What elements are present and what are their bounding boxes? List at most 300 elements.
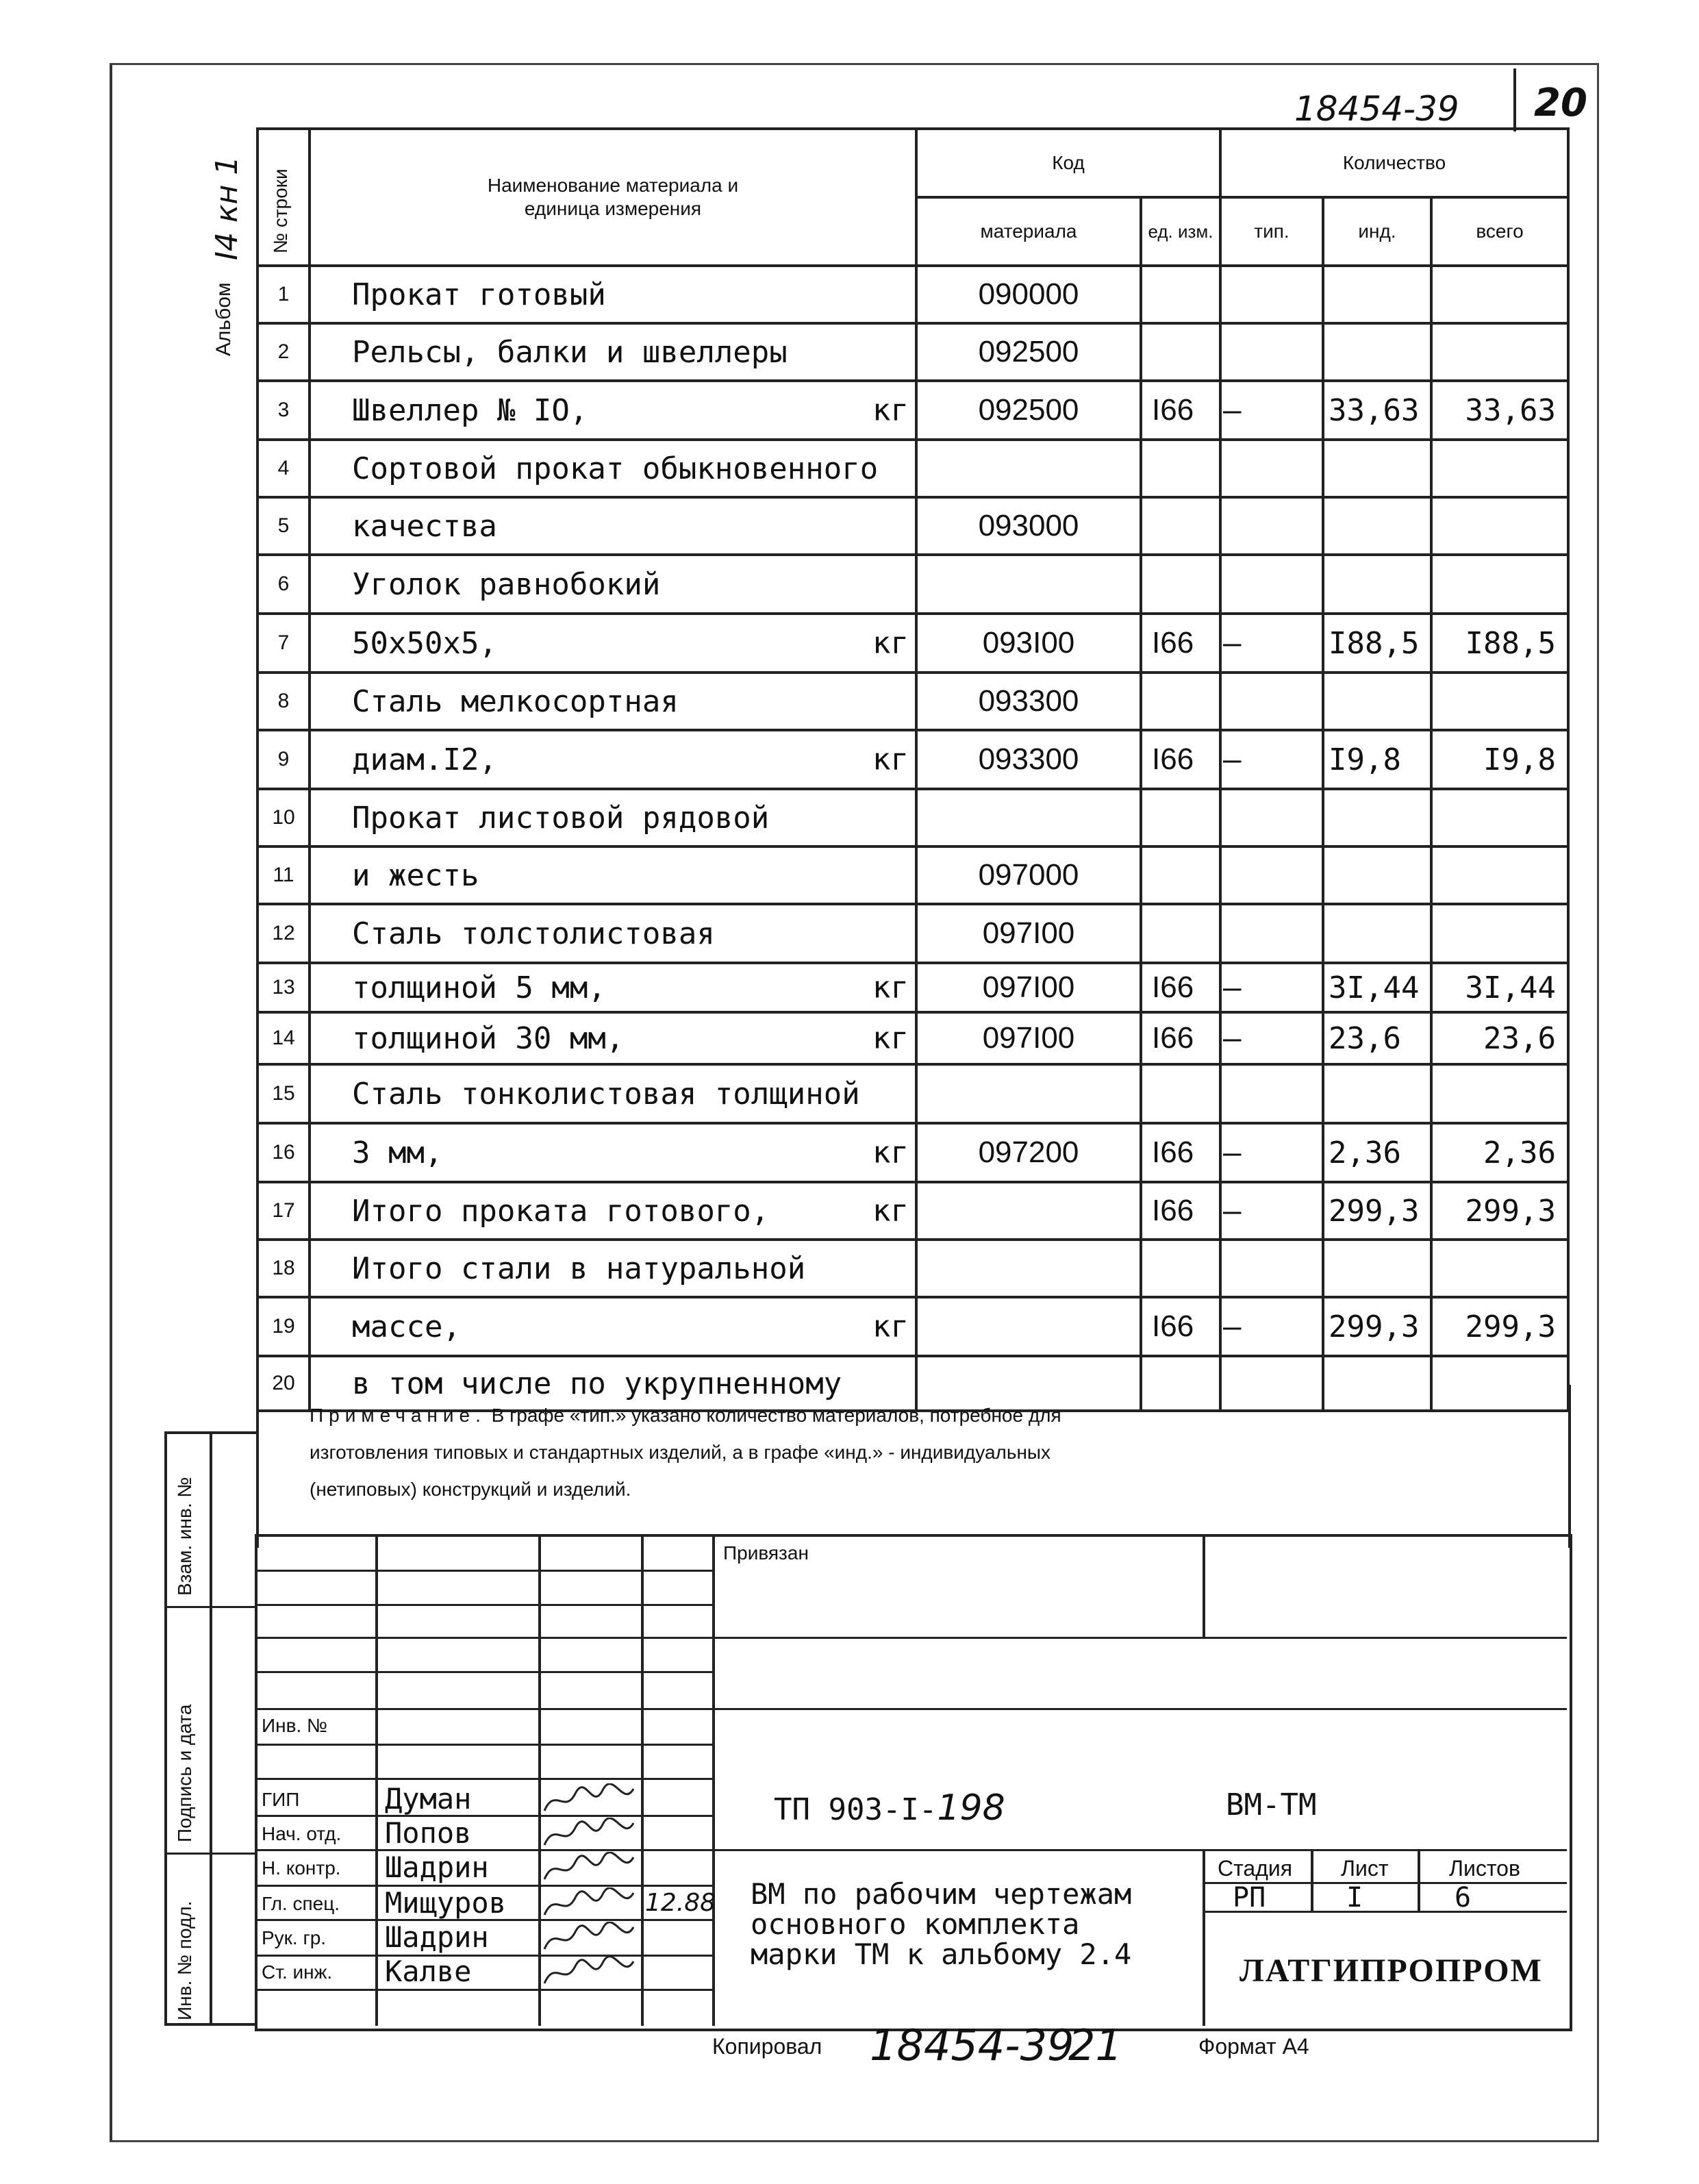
unit-label: кг [872,1193,909,1229]
row-number-text: 3 [277,399,290,421]
unit-code [1141,555,1220,614]
stage-label: Стадия [1218,1856,1293,1881]
qty-ind [1323,440,1431,497]
copied-label: Копировал [712,2034,822,2059]
tb-hline-f [255,1744,712,1746]
signature-scribble [541,1922,637,1955]
qty-ind [1323,789,1431,846]
qty-typ [1220,730,1323,789]
sheets-label: Листов [1449,1856,1520,1881]
tb-hline-e [255,1708,1567,1710]
qty-ind-text: 23,6 [1329,1020,1401,1056]
description-line-2: основного комплекта [751,1907,1080,1941]
header-qty-typ: тип. [1220,197,1323,266]
table-row [257,904,1568,963]
material-name [310,730,916,789]
table-row [257,440,1568,497]
row-number [257,555,310,614]
material-name [310,846,916,904]
material-code-text: 093I00 [982,626,1075,660]
qty-ind [1323,1240,1431,1297]
doc-number-handwritten: 18454-39 [1294,89,1459,129]
tb-hline-h [255,1815,712,1817]
unit-code-text: I66 [1152,1135,1194,1169]
material-code [916,789,1141,846]
material-name-text: Уголок равнобокий [352,566,661,602]
material-code [916,323,1141,381]
row-number [257,381,310,440]
table-row [257,963,1568,1012]
document-description [751,1879,1131,1970]
qty-typ [1220,673,1323,730]
note-title: Примечание. [310,1405,486,1426]
material-name-text: и жесть [352,857,479,893]
qty-typ [1220,846,1323,904]
unit-code-text: I66 [1152,626,1194,660]
row-number [257,963,310,1012]
signer-role: Нач. отд. [262,1823,342,1844]
qty-total-text: 299,3 [1465,1309,1556,1344]
stage-vline-1 [1311,1850,1313,1912]
signer-role: Ст. инж. [262,1961,333,1983]
description-line-1: ВМ по рабочим чертежам [751,1877,1132,1911]
row-number [257,846,310,904]
tb-hline-l [255,1955,712,1957]
material-name-text: Итого стали в натуральной [352,1251,806,1286]
unit-code [1141,323,1220,381]
table-row [257,497,1568,555]
row-number [257,1123,310,1182]
material-name-text: Итого проката готового, [352,1193,770,1229]
table-row [257,1064,1568,1123]
qty-total [1431,440,1568,497]
qty-ind [1323,673,1431,730]
qty-typ-text: – [1223,392,1242,428]
qty-typ-text: – [1223,1020,1242,1056]
unit-label: кг [872,392,909,428]
table-row [257,1123,1568,1182]
row-number-text: 5 [277,514,290,537]
table-row [257,730,1568,789]
qty-total [1431,904,1568,963]
signature-scribble [541,1887,637,1920]
doc-code: ТП 903-I-198 [774,1787,1005,1829]
material-name [310,497,916,555]
row-number-text: 14 [272,1027,295,1049]
qty-typ [1220,963,1323,1012]
qty-typ [1220,1240,1323,1297]
material-name-text: качества [352,508,497,544]
qty-typ-text: – [1223,742,1242,777]
signer-name: Шадрин [385,1850,489,1884]
qty-total [1431,730,1568,789]
note-text [310,1397,1337,1508]
row-number [257,1182,310,1240]
material-name-text: Сталь мелкосортная [352,683,679,719]
album-label: Альбом [212,282,235,356]
qty-typ [1220,1064,1323,1123]
row-number-text: 1 [277,283,290,305]
copied-sheet-number: 21 [1068,2020,1122,2070]
row-number [257,789,310,846]
row-number-text: 10 [272,806,295,829]
table-row [257,789,1568,846]
qty-total [1431,1123,1568,1182]
tb-hline-m [255,1989,712,1991]
row-number [257,673,310,730]
row-number [257,1064,310,1123]
unit-code-text: I66 [1152,1021,1194,1055]
qty-typ [1220,266,1323,323]
material-code [916,963,1141,1012]
qty-total [1431,673,1568,730]
qty-typ [1220,1012,1323,1064]
unit-code [1141,1123,1220,1182]
sheets-value: 6 [1455,1882,1472,1913]
table-row [257,555,1568,614]
signature-scribble [541,1852,637,1885]
signer-role: ГИП [262,1789,300,1810]
qty-ind [1323,381,1431,440]
tb-vline-5 [1203,1534,1205,1637]
qty-typ [1220,904,1323,963]
signer-name: Думан [385,1782,472,1816]
row-number-text: 4 [277,457,290,479]
material-name [310,555,916,614]
table-row [257,266,1568,323]
row-number-text: 12 [272,922,295,944]
qty-typ [1220,614,1323,673]
qty-typ [1220,323,1323,381]
material-code-text: 093300 [978,684,1079,718]
material-name [310,904,916,963]
qty-typ [1220,789,1323,846]
qty-total-text: 33,63 [1465,392,1556,428]
qty-total-text: I9,8 [1483,742,1556,777]
material-code-text: 097000 [978,858,1079,892]
material-code-text: 097200 [978,1135,1079,1169]
row-number-text: 13 [272,976,295,999]
document-mark: ВМ-ТМ [1226,1787,1317,1822]
qty-typ-text: – [1223,1309,1242,1344]
note-line-2: изготовления типовых и стандартных изделий, а в графе «инд.» - индивидуальных [310,1442,1051,1463]
material-code-text: 092500 [978,393,1079,427]
material-name-text: 50x50x5, [352,625,497,661]
material-code [916,497,1141,555]
organization-name: ЛАТГИПРОПРОМ [1239,1953,1543,1989]
header-qty-ind: инд. [1323,197,1431,266]
material-code [916,846,1141,904]
material-name-text: толщиной 5 мм, [352,970,606,1005]
row-number-text: 16 [272,1141,295,1164]
unit-label: кг [872,742,909,777]
qty-ind [1323,846,1431,904]
signer-role: Рук. гр. [262,1927,327,1948]
material-code-text: 097I00 [982,1021,1075,1055]
material-code [916,1123,1141,1182]
row-number-text: 11 [273,864,294,886]
header-code-group: Код [916,129,1220,197]
qty-total [1431,846,1568,904]
doc-code-suffix: 198 [937,1787,1005,1829]
material-name [310,614,916,673]
unit-code [1141,1182,1220,1240]
stage-value: РП [1233,1882,1266,1913]
signer-name: Шадрин [385,1920,489,1954]
table-row [257,1182,1568,1240]
qty-typ [1220,1123,1323,1182]
material-name [310,963,916,1012]
qty-typ [1220,1182,1323,1240]
tb-vline-3 [641,1534,644,2026]
qty-ind [1323,963,1431,1012]
qty-ind [1323,497,1431,555]
tb-hline-d [255,1671,712,1673]
row-number-text: 7 [277,631,290,654]
unit-code [1141,1297,1220,1356]
qty-total [1431,789,1568,846]
row-number-text: 18 [272,1257,295,1279]
material-name-text: Сталь тонколистовая толщиной [352,1076,860,1112]
row-number [257,730,310,789]
material-code [916,614,1141,673]
qty-total [1431,1297,1568,1356]
header-row-number: № строки [257,129,310,266]
header-quantity-group: Количество [1220,129,1568,197]
tb-hline-a [255,1570,712,1572]
tb-hline-b [255,1604,712,1606]
material-code [916,904,1141,963]
stage-vline-2 [1418,1850,1420,1912]
qty-ind [1323,266,1431,323]
material-name-text: Рельсы, балки и швеллеры [352,334,788,370]
table-row [257,323,1568,381]
material-name-text: Прокат листовой рядовой [352,800,770,836]
material-name [310,440,916,497]
qty-ind-text: I9,8 [1329,742,1401,777]
description-line-3: марки ТМ к альбому 2.4 [751,1937,1132,1971]
material-code [916,440,1141,497]
row-number [257,1297,310,1356]
qty-ind [1323,1297,1431,1356]
material-name [310,1123,916,1182]
qty-typ-text: – [1223,1135,1242,1170]
unit-code [1141,789,1220,846]
qty-total [1431,1064,1568,1123]
row-number [257,497,310,555]
material-name [310,1182,916,1240]
privyazan-label: Привязан [723,1542,809,1564]
material-code [916,1182,1141,1240]
material-name [310,789,916,846]
sheet-number-handwritten: 20 [1534,81,1587,125]
table-row [257,846,1568,904]
tb-vline-1 [375,1534,378,2026]
qty-total-text: 23,6 [1483,1020,1556,1056]
material-code [916,266,1141,323]
qty-ind [1323,555,1431,614]
row-number-text: 15 [272,1082,295,1105]
unit-code [1141,440,1220,497]
qty-typ [1220,440,1323,497]
qty-ind [1323,730,1431,789]
material-name-text: массе, [352,1309,461,1344]
qty-total [1431,381,1568,440]
note-line-3: (нетиповых) конструкций и изделий. [310,1479,631,1500]
unit-label: кг [872,1309,909,1344]
row-number [257,440,310,497]
material-code-text: 093000 [978,509,1079,542]
material-code [916,730,1141,789]
qty-total-text: 3I,44 [1465,970,1556,1005]
material-code-text: 097I00 [982,916,1075,950]
signer-name: Мищуров [385,1886,507,1920]
table-body [257,266,1568,1411]
qty-ind [1323,1123,1431,1182]
unit-code [1141,614,1220,673]
qty-typ-text: – [1223,1193,1242,1229]
qty-ind [1323,1012,1431,1064]
qty-ind-text: 33,63 [1329,392,1420,428]
material-name-text: в том числе по укрупненному [352,1366,842,1401]
material-code [916,673,1141,730]
unit-code-text: I66 [1152,1309,1194,1343]
unit-code [1141,846,1220,904]
unit-code [1141,730,1220,789]
note-line-1: Примечание. В графе «тип.» указано количество материалов, потребное для [310,1405,1061,1426]
unit-label: кг [872,625,909,661]
material-name [310,673,916,730]
unit-code [1141,673,1220,730]
qty-typ-text: – [1223,625,1242,661]
signer-name: Попов [385,1816,472,1850]
qty-typ [1220,497,1323,555]
table-header-row-1 [257,129,1568,197]
signer-name: Калве [385,1955,472,1988]
signer-role: Н. контр. [262,1857,341,1879]
unit-label: кг [872,1020,909,1056]
qty-ind [1323,904,1431,963]
header-code-material: материала [916,197,1141,266]
header-code-unit: ед. изм. [1141,197,1220,266]
signature-scribble [541,1956,637,1989]
unit-code [1141,381,1220,440]
qty-total [1431,1012,1568,1064]
signer-role: Гл. спец. [262,1893,340,1914]
qty-ind-text: 299,3 [1329,1193,1420,1229]
material-code-text: 093300 [978,742,1079,776]
qty-total [1431,497,1568,555]
qty-total [1431,266,1568,323]
qty-ind-text: 2,36 [1329,1135,1401,1170]
qty-typ [1220,555,1323,614]
qty-total [1431,1240,1568,1297]
qty-total-text: 2,36 [1483,1135,1556,1170]
row-number-text: 17 [272,1199,295,1222]
qty-ind [1323,323,1431,381]
sheet-box-divider [1513,68,1516,131]
qty-total [1431,614,1568,673]
date-note-handwritten: 12.88 [645,1889,716,1917]
material-name [310,381,916,440]
material-name-text: Сортовой прокат обыкновенного [352,451,879,486]
signature-scribble [541,1783,637,1816]
unit-label: кг [872,1135,909,1170]
material-name [310,323,916,381]
tb-hline-c [255,1637,1567,1639]
material-name [310,1064,916,1123]
row-number [257,614,310,673]
row-number-text: 2 [277,340,290,363]
material-name-text: диам.I2, [352,742,497,777]
qty-total [1431,963,1568,1012]
table-row [257,1012,1568,1064]
unit-code [1141,904,1220,963]
table-row [257,1240,1568,1297]
tb-vline-4 [712,1534,715,2026]
qty-ind-text: 3I,44 [1329,970,1420,1005]
row-number-text: 19 [272,1315,295,1338]
unit-code-text: I66 [1152,970,1194,1004]
sheet-label: Лист [1341,1856,1389,1881]
material-code [916,1064,1141,1123]
signature-scribble [541,1818,637,1850]
material-code [916,1012,1141,1064]
material-code [916,1297,1141,1356]
tb-hline-g [255,1778,712,1780]
tb-vline-6 [1203,1850,1205,2026]
material-code-text: 097I00 [982,970,1075,1004]
material-name-text: Прокат готовый [352,277,606,312]
qty-total [1431,555,1568,614]
row-number-text: 8 [277,690,290,712]
unit-code-text: I66 [1152,742,1194,776]
table-row [257,673,1568,730]
qty-ind [1323,1064,1431,1123]
material-name [310,1297,916,1356]
unit-code-text: I66 [1152,1194,1194,1227]
qty-ind-text: I88,5 [1329,625,1420,661]
unit-code-text: I66 [1152,393,1194,427]
unit-code [1141,497,1220,555]
material-name-text: Швеллер № IO, [352,392,588,428]
material-code-text: 090000 [978,277,1079,311]
qty-total [1431,1182,1568,1240]
row-number-text: 9 [277,748,290,770]
sheet-value: I [1346,1882,1363,1913]
material-code-text: 092500 [978,335,1079,368]
inv-podl-label: Инв. № подл. [174,1900,195,2020]
material-name-text: 3 мм, [352,1135,443,1170]
qty-total [1431,323,1568,381]
podpis-data-label: Подпись и дата [174,1704,195,1842]
format-label: Формат А4 [1198,2034,1309,2059]
row-number [257,323,310,381]
material-code [916,555,1141,614]
material-name-text: толщиной 30 мм, [352,1020,625,1056]
vzam-inv-label: Взам. инв. № [174,1477,195,1596]
unit-code [1141,1012,1220,1064]
qty-total-text: I88,5 [1465,625,1556,661]
qty-ind-text: 299,3 [1329,1309,1420,1344]
qty-ind [1323,614,1431,673]
unit-code [1141,963,1220,1012]
qty-ind [1323,1182,1431,1240]
qty-typ-text: – [1223,970,1242,1005]
material-name [310,1012,916,1064]
unit-code [1141,1240,1220,1297]
row-number [257,1012,310,1064]
